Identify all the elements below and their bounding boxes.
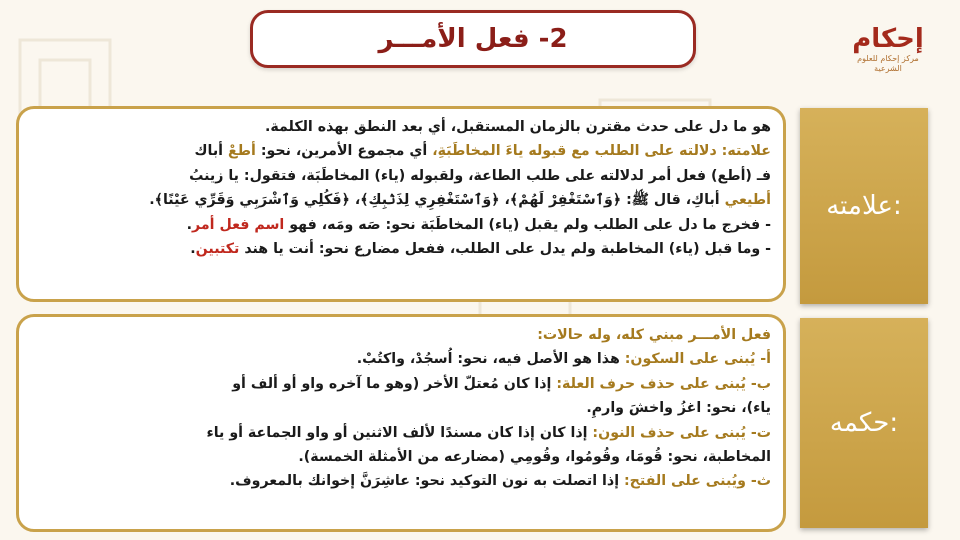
ruling-content-box <box>16 314 786 532</box>
slide-title <box>250 10 696 68</box>
ruling-case-c-cont: المخاطبة، نحو: قُومَا، وقُومُوا، وقُومِي (مضارعه من الأمثلة الخمسة). <box>298 449 771 466</box>
sign-line-1: علامته: دلالته على الطلب مع قبوله ياءَ المخاطَبَةِ، أي مجموع الأمرين، نحو: أطعْ أباك <box>194 143 771 160</box>
ruling-case-c: ت- يُبنى على حذف النون: إذا كان إذا كان مسندًا لألف الاثنين أو واو الجماعة أو ياء <box>206 424 771 441</box>
sign-line-3: أطيعي أباكِ، قال ﷺ: ﴿وَٱسْتَغْفِرْ لَهُمْ﴾، ﴿وَٱسْتَغْفِرِي لِذَنۢبِكِ﴾، ﴿فَكُلِي وَٱشْرَبِي وَقَرِّي عَيْنًا﴾. <box>149 192 771 209</box>
ruling-case-b: ب- يُبنى على حذف حرف العلة: إذا كان مُعتلّ الأخر (وهو ما آخره واو أو ألف أو <box>232 375 771 392</box>
sign-content-box <box>16 106 786 302</box>
logo-subtitle: مركز إحكام للعلوم الشرعية <box>857 54 919 73</box>
sign-label-box <box>800 108 928 304</box>
logo-mark: إحكام <box>852 24 924 54</box>
ruling-label-box <box>800 318 928 528</box>
sign-line-2: فـ (أطع) فعل أمر لدلالته على طلب الطاعة، ولقبوله (ياء) المخاطَبَة، فتقول: يا زينبُ <box>189 167 771 184</box>
logo <box>848 24 928 94</box>
ruling-intro-line: فعل الأمـــر مبني كله، وله حالات: <box>537 327 771 343</box>
definition-line: هو ما دل على حدث مقترن بالزمان المستقبل، أي بعد النطق بهذه الكلمة. <box>265 119 771 135</box>
ruling-label: حكمه: <box>829 408 899 438</box>
title-text: 2- فعل الأمـــر <box>378 24 568 54</box>
excluded-line-1: - فخرج ما دل على الطلب ولم يقبل (ياء) المخاطَبَة نحو: صَه ومَه، فهو اسم فعل أمر. <box>186 216 771 233</box>
ruling-case-d: ث- ويُبنى على الفتح: إذا اتصلت به نون التوكيد نحو: عاشِرَنَّ إخوانك بالمعروف. <box>229 473 771 490</box>
ruling-case-b-cont: ياء)، نحو: اغزُ واخشَ وارمِ. <box>586 400 771 417</box>
ruling-case-a: أ- يُبنى على السكون: هذا هو الأصل فيه، نحو: اُسجُدْ، واكتُبْ. <box>356 351 771 368</box>
sign-label: علامته: <box>826 191 902 221</box>
excluded-line-2: - وما قبل (ياء) المخاطبة ولم يدل على الطلب، ففعل مضارع نحو: أنت يا هند تكتبين. <box>190 241 771 258</box>
